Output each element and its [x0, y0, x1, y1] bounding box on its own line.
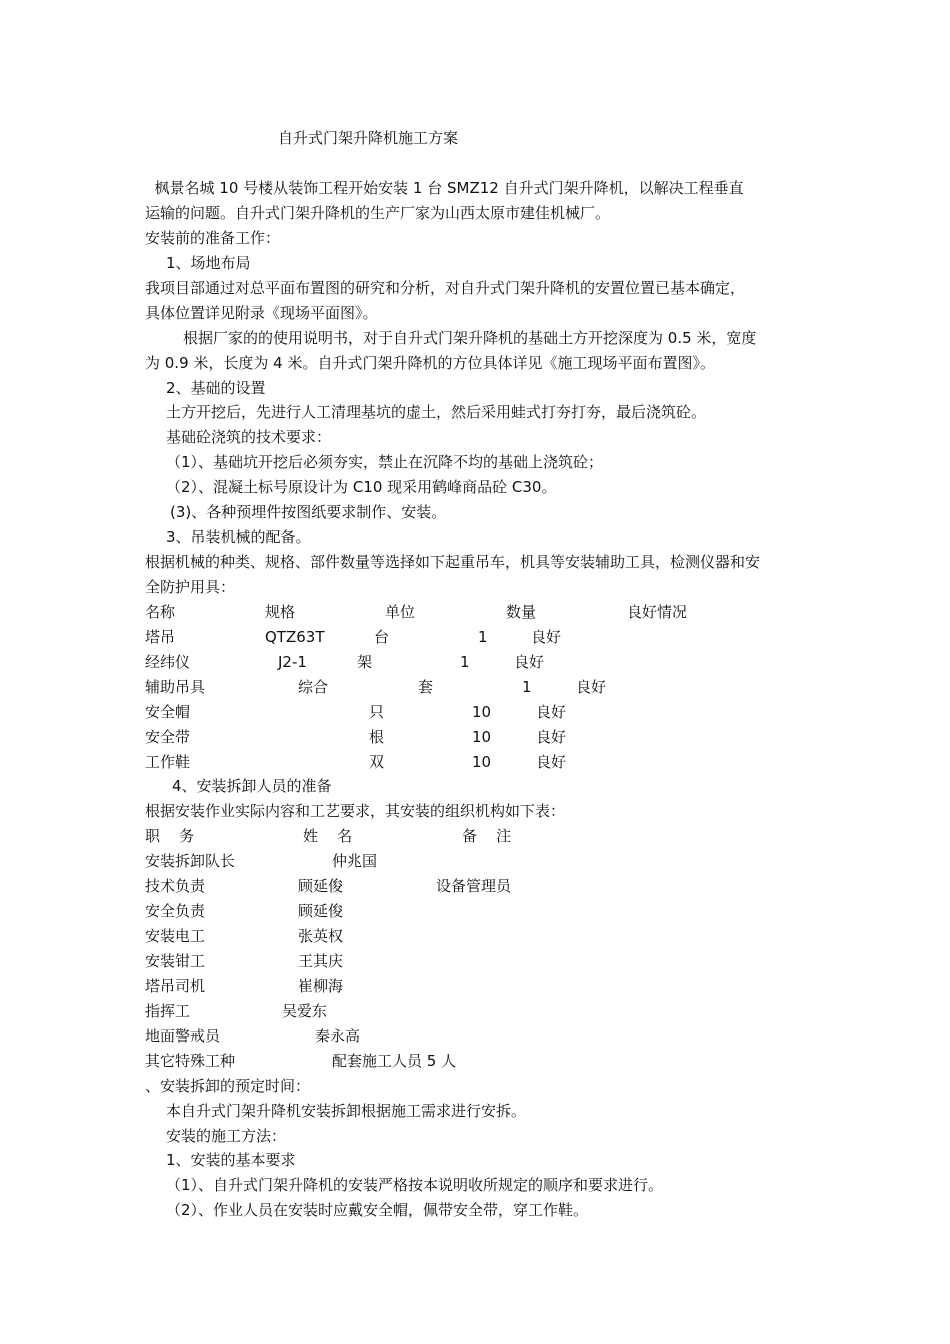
section-2-para-1: 土方开挖后，先进行人工清理基坑的虚土，然后采用蛙式打夯打夯，最后浇筑砼。 — [166, 403, 707, 421]
intro-line-2: 运输的问题。自升式门架升降机的生产厂家为山西太原市建佳机械厂。 — [145, 204, 611, 222]
intro-line-1: 枫景名城 10 号楼从装饰工程开始安装 1 台 SMZ12 自升式门架升降机，以解决工程垂直 — [145, 179, 744, 197]
equipment-condition: 良好 — [536, 703, 567, 721]
equipment-header-unit: 单位 — [385, 603, 416, 621]
equipment-qty: 10 — [472, 728, 492, 746]
staff-header-remark: 备 注 — [462, 827, 512, 845]
method-heading: 安装的施工方法： — [166, 1127, 287, 1145]
section-3-heading: 3、吊装机械的配备。 — [166, 528, 311, 546]
equipment-qty: 10 — [472, 703, 492, 721]
document-title: 自升式门架升降机施工方案 — [278, 129, 459, 147]
equipment-header-condition: 良好情况 — [627, 603, 688, 621]
equipment-condition: 良好 — [576, 678, 607, 696]
equipment-name: 塔吊 — [145, 628, 176, 646]
staff-role: 其它特殊工种 — [145, 1052, 236, 1070]
equipment-condition: 良好 — [514, 653, 545, 671]
equipment-unit: 只 — [369, 703, 385, 721]
equipment-unit: 套 — [418, 678, 434, 696]
method-1-item-1: （1）、自升式门架升降机的安装严格按本说明收所规定的顺序和要求进行。 — [166, 1176, 664, 1194]
staff-role: 安装拆卸队长 — [145, 852, 236, 870]
section-2-item-3: (3)、各种预埋件按图纸要求制作、安装。 — [170, 503, 447, 521]
equipment-name: 辅助吊具 — [145, 678, 206, 696]
staff-role: 安全负责 — [145, 902, 206, 920]
equipment-unit: 根 — [369, 728, 385, 746]
equipment-header-name: 名称 — [145, 603, 176, 621]
section-1-para-2-line-1: 根据厂家的的使用说明书，对于自升式门架升降机的基础土方开挖深度为 0.5 米，宽度 — [183, 329, 757, 347]
staff-name: 张英权 — [298, 927, 344, 945]
staff-name: 配套施工人员 5 人 — [332, 1052, 457, 1070]
equipment-spec: 综合 — [298, 678, 329, 696]
staff-name: 崔柳海 — [298, 977, 344, 995]
staff-name: 秦永高 — [315, 1027, 361, 1045]
equipment-qty: 1 — [460, 653, 470, 671]
section-3-para-line-1: 根据机械的种类、规格、部件数量等选择如下起重吊车，机具等安装辅助工具，检测仪器和安 — [145, 553, 761, 571]
prep-heading: 安装前的准备工作： — [145, 229, 281, 247]
equipment-name: 安全帽 — [145, 703, 191, 721]
equipment-spec: J2-1 — [278, 653, 307, 671]
section-3-para-line-2: 全防护用具： — [145, 578, 236, 596]
equipment-qty: 10 — [472, 753, 492, 771]
equipment-unit: 双 — [369, 753, 385, 771]
equipment-qty: 1 — [522, 678, 532, 696]
equipment-header-qty: 数量 — [506, 603, 537, 621]
section-2-requirements: 基础砼浇筑的技术要求： — [166, 428, 332, 446]
equipment-name: 经纬仪 — [145, 653, 191, 671]
time-para: 本自升式门架升降机安装拆卸根据施工需求进行安拆。 — [166, 1102, 527, 1120]
section-1-para-1-line-1: 我项目部通过对总平面布置图的研究和分析，对自升式门架升降机的安置位置已基本确定， — [145, 279, 746, 297]
staff-role: 安装电工 — [145, 927, 206, 945]
section-2-item-2: （2）、混凝土标号原设计为 C10 现采用鹤峰商品砼 C30。 — [166, 478, 557, 496]
equipment-condition: 良好 — [531, 628, 562, 646]
staff-name: 吴爱东 — [282, 1002, 328, 1020]
staff-name: 顾延俊 — [298, 902, 344, 920]
staff-name: 仲兆国 — [332, 852, 378, 870]
section-2-heading: 2、基础的设置 — [166, 379, 266, 397]
equipment-qty: 1 — [478, 628, 488, 646]
equipment-condition: 良好 — [536, 728, 567, 746]
section-1-para-2-line-2: 为 0.9 米，长度为 4 米。自升式门架升降机的方位具体详见《施工现场平面布置图》。 — [145, 354, 715, 372]
equipment-unit: 架 — [357, 653, 373, 671]
staff-name: 顾延俊 — [298, 877, 344, 895]
staff-header-name: 姓 名 — [303, 827, 353, 845]
time-heading: 、安装拆卸的预定时间： — [145, 1077, 311, 1095]
staff-name: 王其庆 — [298, 952, 344, 970]
section-1-para-1-line-2: 具体位置详见附录《现场平面图》。 — [145, 304, 378, 322]
section-2-item-1: （1）、基础坑开挖后必须夯实，禁止在沉降不均的基础上浇筑砼； — [166, 453, 604, 471]
staff-remark: 设备管理员 — [436, 877, 512, 895]
staff-role: 技术负责 — [145, 877, 206, 895]
staff-role: 指挥工 — [145, 1002, 191, 1020]
section-4-para: 根据安装作业实际内容和工艺要求，其安装的组织机构如下表： — [145, 802, 566, 820]
method-1-heading: 1、安装的基本要求 — [166, 1151, 296, 1169]
equipment-unit: 台 — [374, 628, 390, 646]
equipment-spec: QTZ63T — [265, 628, 325, 646]
equipment-name: 安全带 — [145, 728, 191, 746]
staff-role: 地面警戒员 — [145, 1027, 221, 1045]
equipment-condition: 良好 — [536, 753, 567, 771]
staff-role: 塔吊司机 — [145, 977, 206, 995]
equipment-name: 工作鞋 — [145, 753, 191, 771]
staff-role: 安装钳工 — [145, 952, 206, 970]
equipment-header-spec: 规格 — [265, 603, 296, 621]
section-4-heading: 4、安装拆卸人员的准备 — [172, 777, 332, 795]
staff-header-role: 职 务 — [145, 827, 195, 845]
section-1-heading: 1、场地布局 — [166, 254, 251, 272]
method-1-item-2: （2）、作业人员在安装时应戴安全帽，佩带安全带，穿工作鞋。 — [166, 1201, 589, 1219]
